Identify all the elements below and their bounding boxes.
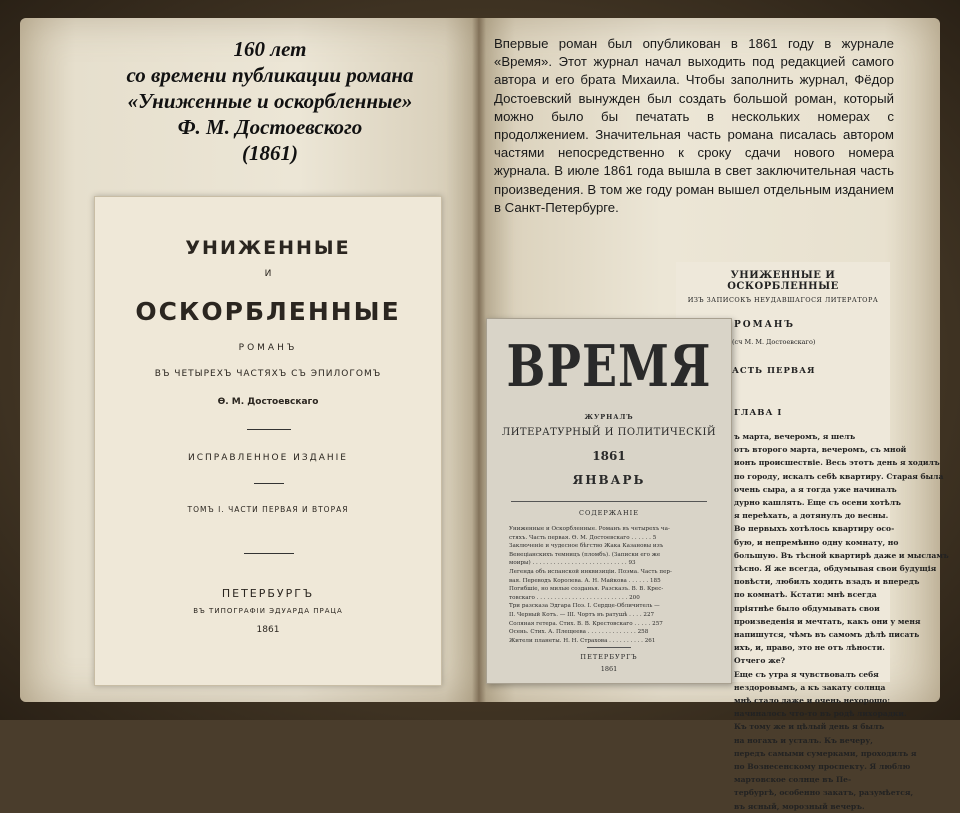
journal-toc-line: Униженные и Оскорбленные. Романъ въ четырехъ ча-	[509, 526, 670, 532]
cover-parts: ВЪ ЧЕТЫРЕХЪ ЧАСТЯХЪ СЪ ЭПИЛОГОМЪ	[154, 369, 382, 379]
journal-body-line: ъ марта, вечеромъ, я шелъ	[734, 432, 856, 441]
journal-toc-line: II. Черный Котъ. — III. Чортъ въ ратушѣ . . . . 227	[509, 611, 655, 618]
journal-toc-line: Соляная гетера. Стих. В. В. Крестовскаго . . . . . 257	[509, 620, 663, 627]
journal-page-heading: УНИЖЕННЫЕ И ОСКОРБЛЕННЫЕ	[727, 270, 839, 292]
journal-body-line: ионъ происшествіе. Весь этотъ день я ходилъ	[734, 458, 940, 468]
journal-title: ВРЕМЯ	[506, 332, 712, 400]
journal-divider	[587, 647, 631, 648]
journal-cover-image	[486, 318, 732, 684]
journal-page-author: (сч М. М. Достоевскаго)	[732, 338, 816, 346]
journal-divider	[511, 501, 707, 502]
journal-toc-line: товскаго . . . . . . . . . . . . . . . . . . . . . . . . . . 200	[509, 594, 640, 601]
journal-toc-line: Погибшіе, но милые созданья. Разсказъ. В. В. Крес-	[509, 586, 664, 593]
journal-body-line: очень сыра, а я тогда уже начиналъ	[734, 484, 897, 494]
journal-body-line: Еще съ утра я чувствовалъ себя	[734, 669, 879, 679]
journal-body-line: по комнатѣ. Кстати: мнѣ всегда	[734, 590, 877, 600]
title-line-5: (1861)	[242, 141, 298, 165]
page-title	[60, 36, 480, 166]
journal-toc-line: вая. Переводъ Королева. А. Н. Майкова . . . . . . 185	[509, 577, 661, 584]
journal-body-line: ихъ, и, право, это не отъ лѣности.	[734, 643, 885, 653]
cover-tome: ТОМЪ I. ЧАСТИ ПЕРВАЯ И ВТОРАЯ	[187, 505, 349, 514]
journal-toc-line: моиры) . . . . . . . . . . . . . . . . . . . . . . . . . . . 93	[509, 560, 636, 567]
journal-toc	[509, 525, 709, 645]
journal-page-chapter: ГЛАВА I	[734, 408, 783, 418]
journal-body-line: передъ самыми сумерками, проходилъ я	[734, 748, 917, 758]
title-line-1: 160 лет	[233, 37, 307, 61]
journal-toc-line: стяхъ. Часть первая. Ѳ. М. Достоевскаго . . . . . . 5	[509, 534, 657, 541]
journal-toc-line: Заключеніе и чудесное бѣгство Жака Казановы изъ	[509, 543, 664, 550]
journal-body-line: большую. Въ тѣсной квартирѣ даже и мысламъ	[734, 550, 949, 560]
journal-body-line: отъ второго марта, вечеромъ, съ мной	[734, 445, 907, 455]
journal-toc-line: Легенда объ испанской инквизиціи. Поэма. Часть пер-	[509, 568, 672, 575]
journal-body-line: по городу, искалъ себѣ квартиру. Старая была	[734, 471, 944, 481]
journal-year: 1861	[592, 449, 626, 463]
journal-toc-line: Осень. Стих. А. Плещеева . . . . . . . . . . . . . . 258	[509, 629, 649, 636]
journal-page-body	[734, 430, 949, 813]
journal-body-line: дурно кашлять. Еще съ осени хотѣлъ	[734, 498, 901, 508]
title-line-3: «Униженные и оскорбленные»	[127, 89, 413, 113]
journal-label: ЖУРНАЛЪ	[584, 413, 634, 421]
cover-printer: ВЪ ТИПОГРАФІИ ЭДУАРДА ПРАЦА	[193, 607, 343, 615]
journal-body-line: тѣсно. Я же всегда, обдумывая свои будущія	[734, 564, 937, 574]
cover-author: Ѳ. М. Достоевскаго	[217, 397, 319, 407]
journal-body-line: я переѣхать, а дотянулъ до весны.	[734, 511, 889, 521]
cover-title-1: УНИЖЕННЫЕ	[185, 237, 351, 259]
cover-edition: ИСПРАВЛЕННОЕ ИЗДАНІЕ	[188, 453, 348, 463]
cover-divider	[244, 553, 294, 554]
cover-divider	[247, 429, 291, 430]
cover-and: И	[264, 269, 272, 279]
journal-page-part: АСТЬ ПЕРВАЯ	[732, 366, 816, 376]
cover-title-2: ОСКОРБЛЕННЫЕ	[135, 297, 401, 326]
journal-toc-line: Венеціанскихъ темницъ (пломбъ). (Записки его же	[509, 551, 661, 558]
journal-body-line: тербургѣ, особенно закатъ, разумѣется,	[734, 788, 914, 798]
journal-body-line: Къ тому же и цѣлый день я былъ	[734, 722, 885, 732]
journal-body-line: въ ясный, морозный вечеръ.	[734, 801, 865, 811]
title-line-2: со времени публикации романа	[126, 63, 414, 87]
journal-body-line: мартовское солнце въ Пе-	[734, 775, 852, 785]
cover-genre: РОМАНЪ	[238, 343, 298, 353]
journal-body-line: повѣсти, любилъ ходить взадъ и впередъ	[734, 577, 920, 587]
journal-body-line: пріятнѣе было обдумывать свои	[734, 603, 880, 613]
journal-body-line: начиналось что-то въ родѣ лихорадки.	[734, 709, 907, 719]
journal-body-line: Во первыхъ хотѣлось квартиру осо-	[734, 524, 895, 534]
journal-page-subheading: ИЗЪ ЗАПИСОКЪ НЕУДАВШАГОСЯ ЛИТЕРАТОРА	[687, 296, 879, 304]
journal-body-line: произведенія и мечтать, какъ они у меня	[734, 616, 921, 626]
cover-divider	[254, 483, 284, 484]
journal-city-year: 1861	[600, 665, 618, 673]
title-line-4: Ф. М. Достоевского	[177, 115, 363, 139]
description-paragraph: Впервые роман был опубликован в 1861 году в журнале «Время». Этот журнал начал выходить под редакцией самого автора и его брата Михаила. Чтобы заполнить журнал, Фёдор Достоевский вынужден был создать большой роман, который можно было бы печатать в нескольких номерах с продолжением. Значительная часть романа писалась автором частями непосредственно к сроку сдачи нового номера журнала. В июле 1861 года вышла в свет заключительная часть произведения. В том же году роман вышел отдельным изданием в Санкт-Петербурге.	[494, 36, 894, 215]
journal-body-line: нездоровымъ, а къ закату солнца	[734, 682, 886, 692]
journal-body-line: напишутся, чѣмъ въ самомъ дѣлѣ писать	[734, 630, 920, 640]
journal-body-line: мнѣ стало даже и очень нехорошо:	[734, 696, 891, 706]
cover-city: ПЕТЕРБУРГЪ	[221, 587, 315, 600]
journal-body-line: на ногахъ и усталъ. Къ вечеру,	[734, 735, 873, 745]
cover-year: 1861	[256, 625, 280, 635]
journal-page-genre: РОМАНЪ	[734, 320, 796, 330]
journal-body-line: бую, и непремѣнно одну комнату, но	[734, 537, 899, 547]
journal-body-line: по Вознесенскому проспекту. Я люблю	[734, 762, 911, 772]
journal-toc-line: Жители планеты. Н. Н. Страхова . . . . . . . . . . 261	[509, 637, 656, 644]
journal-toc-line: Три разсказа Эдгара Поэ. I. Сердце-Обличитель —	[509, 603, 660, 610]
journal-subtitle: ЛИТЕРАТУРНЫЙ И ПОЛИТИЧЕСКІЙ	[501, 427, 717, 438]
journal-month: ЯНВАРЬ	[572, 473, 646, 487]
journal-body-line: Отчего же?	[734, 656, 786, 666]
novel-cover-image	[94, 196, 442, 686]
journal-contents-heading: СОДЕРЖАНІЕ	[579, 509, 639, 517]
journal-city: ПЕТЕРБУРГЪ	[580, 653, 638, 661]
